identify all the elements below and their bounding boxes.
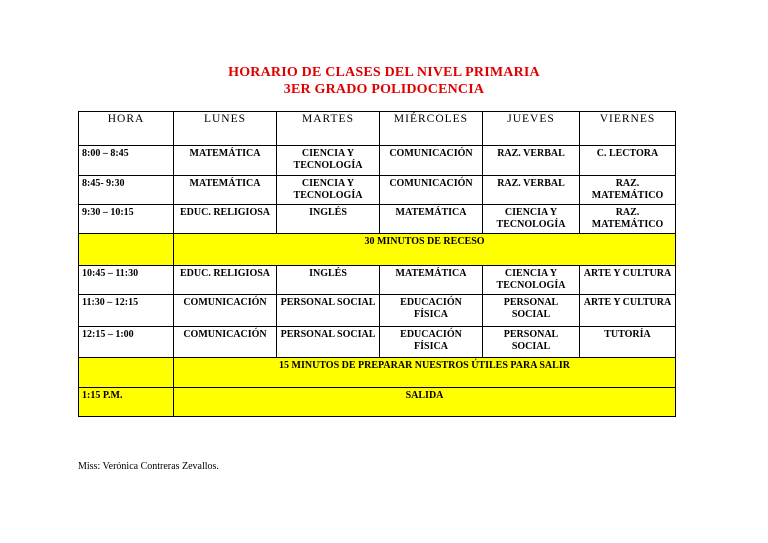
teacher-signature: Miss: Verónica Contreras Zevallos. — [78, 461, 219, 472]
time-cell: 11:30 – 12:15 — [79, 295, 174, 327]
subject-cell: EDUC. RELIGIOSA — [174, 266, 277, 295]
time-cell: 9:30 – 10:15 — [79, 205, 174, 234]
header-viernes: VIERNES — [580, 112, 676, 146]
schedule-table — [78, 111, 676, 417]
subject-cell: COMUNICACIÓN — [174, 295, 277, 327]
subject-cell: CIENCIA Y TECNOLOGÍA — [277, 176, 380, 205]
subject-cell: RAZ. VERBAL — [483, 146, 580, 176]
schedule-title: HORARIO DE CLASES DEL NIVEL PRIMARIA — [228, 65, 540, 80]
recess-label: 30 MINUTOS DE RECESO — [174, 234, 676, 266]
recess-row — [79, 234, 676, 266]
subject-cell: CIENCIA Y TECNOLOGÍA — [483, 205, 580, 234]
subject-cell: MATEMÁTICA — [174, 146, 277, 176]
recess-time-cell — [79, 234, 174, 266]
subject-cell: COMUNICACIÓN — [380, 146, 483, 176]
prepare-label: 15 MINUTOS DE PREPARAR NUESTROS ÚTILES PARA SALIR — [174, 358, 676, 388]
subject-cell: COMUNICACIÓN — [174, 327, 277, 358]
subject-cell: COMUNICACIÓN — [380, 176, 483, 205]
subject-cell: RAZ. MATEMÁTICO — [580, 176, 676, 205]
subject-cell: EDUC. RELIGIOSA — [174, 205, 277, 234]
subject-cell: ARTE Y CULTURA — [580, 266, 676, 295]
subject-cell: PERSONAL SOCIAL — [483, 327, 580, 358]
table-row — [79, 205, 676, 234]
exit-row — [79, 388, 676, 417]
subject-cell: PERSONAL SOCIAL — [483, 295, 580, 327]
subject-cell: INGLÉS — [277, 266, 380, 295]
subject-cell: C. LECTORA — [580, 146, 676, 176]
header-row — [79, 112, 676, 146]
prepare-time-cell — [79, 358, 174, 388]
subject-cell: MATEMÁTICA — [380, 205, 483, 234]
subject-cell: EDUCACIÓN FÍSICA — [380, 327, 483, 358]
subject-cell: PERSONAL SOCIAL — [277, 295, 380, 327]
subject-cell: TUTORÍA — [580, 327, 676, 358]
subject-cell: CIENCIA Y TECNOLOGÍA — [483, 266, 580, 295]
header-martes: MARTES — [277, 112, 380, 146]
subject-cell: MATEMÁTICA — [380, 266, 483, 295]
subject-cell: PERSONAL SOCIAL — [277, 327, 380, 358]
time-cell: 10:45 – 11:30 — [79, 266, 174, 295]
header-hora: HORA — [79, 112, 174, 146]
subject-cell: INGLÉS — [277, 205, 380, 234]
exit-time-cell: 1:15 P.M. — [79, 388, 174, 417]
schedule-subtitle: 3ER GRADO POLIDOCENCIA — [283, 82, 485, 97]
header-lunes: LUNES — [174, 112, 277, 146]
subject-cell: EDUCACIÓN FÍSICA — [380, 295, 483, 327]
header-jueves: JUEVES — [483, 112, 580, 146]
header-miercoles: MIÉRCOLES — [380, 112, 483, 146]
table-row — [79, 146, 676, 176]
prepare-row — [79, 358, 676, 388]
table-row — [79, 327, 676, 358]
table-row — [79, 176, 676, 205]
time-cell: 8:45- 9:30 — [79, 176, 174, 205]
table-row — [79, 266, 676, 295]
subject-cell: CIENCIA Y TECNOLOGÍA — [277, 146, 380, 176]
time-cell: 12:15 – 1:00 — [79, 327, 174, 358]
subject-cell: ARTE Y CULTURA — [580, 295, 676, 327]
table-row — [79, 295, 676, 327]
exit-label: SALIDA — [174, 388, 676, 417]
subject-cell: RAZ. MATEMÁTICO — [580, 205, 676, 234]
time-cell: 8:00 – 8:45 — [79, 146, 174, 176]
subject-cell: MATEMÁTICA — [174, 176, 277, 205]
subject-cell: RAZ. VERBAL — [483, 176, 580, 205]
